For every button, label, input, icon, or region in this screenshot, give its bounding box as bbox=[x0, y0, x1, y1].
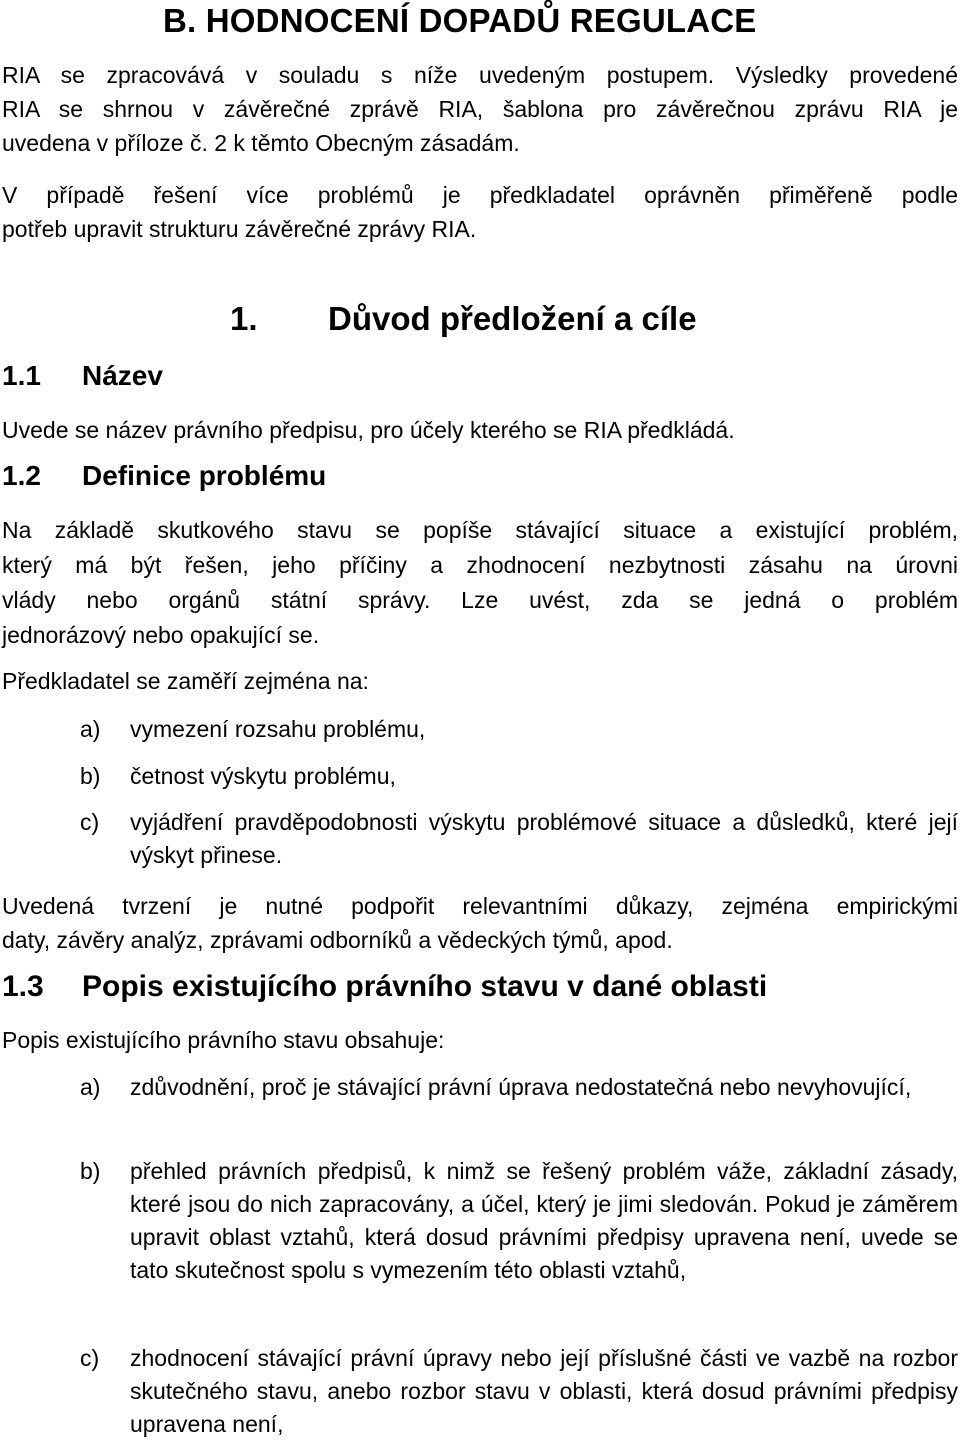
section-title: B. HODNOCENÍ DOPADŮ REGULACE bbox=[163, 2, 757, 39]
chapter-heading bbox=[230, 300, 697, 338]
paragraph-line: který má být řešen, jeho příčiny a zhodnocení nezbytnosti zásahu na úrovni bbox=[2, 552, 958, 578]
paragraph-line: vlády nebo orgánů státní správy. Lze uvést, zda se jedná o problém bbox=[2, 587, 958, 613]
paragraph-line: daty, závěry analýz, zprávami odborníků a vědeckých týmů, apod. bbox=[2, 927, 673, 953]
paragraph-line: Uvedená tvrzení je nutné podpořit relevantními důkazy, zejména empirickými bbox=[2, 893, 958, 919]
subsection-number: 1.1 bbox=[2, 360, 41, 391]
list-marker: b) bbox=[80, 1158, 101, 1184]
subsection-heading-1-1 bbox=[2, 360, 163, 392]
list-item-text: přehled právních předpisů, k nimž se řešený problém váže, základní zásady, které jsou do nich zapracovány, a účel, který je jimi sledován. Pokud je záměrem upravit oblast vztahů, která dosud právními předpisy upravena není, uvede se tato skutečnost spolu s vymezením této oblasti vztahů, bbox=[130, 1158, 958, 1283]
list-marker: c) bbox=[80, 809, 100, 835]
chapter-number: 1. bbox=[230, 300, 258, 337]
list-item-text: vyjádření pravděpodobnosti výskytu problémové situace a důsledků, které její výskyt přinese. bbox=[130, 809, 958, 868]
intro-line: potřeb upravit strukturu závěrečné zprávy RIA. bbox=[2, 216, 477, 242]
subsection-text: Uvede se název právního předpisu, pro účely kterého se RIA předkládá. bbox=[2, 417, 735, 443]
subsection-number: 1.3 bbox=[2, 970, 44, 1003]
intro-line: RIA se shrnou v závěrečné zprávě RIA, šablona pro závěrečnou zprávu RIA je bbox=[2, 96, 958, 122]
list-lead: Popis existujícího právního stavu obsahuje: bbox=[2, 1027, 445, 1053]
chapter-title: Důvod předložení a cíle bbox=[328, 300, 697, 337]
list-marker: a) bbox=[80, 1074, 101, 1100]
intro-line: V případě řešení více problémů je předkladatel oprávněn přiměřeně podle bbox=[2, 182, 958, 208]
list-marker: c) bbox=[80, 1345, 100, 1371]
list-item-text: vymezení rozsahu problému, bbox=[130, 716, 426, 742]
subsection-title: Popis existujícího právního stavu v dané oblasti bbox=[82, 970, 768, 1003]
list-item-text: četnost výskytu problému, bbox=[130, 763, 396, 789]
subsection-title: Název bbox=[82, 360, 163, 391]
subsection-title: Definice problému bbox=[82, 460, 327, 491]
paragraph-line: Na základě skutkového stavu se popíše stávající situace a existující problém, bbox=[2, 517, 958, 543]
subsection-heading-1-3 bbox=[2, 970, 767, 1004]
intro-line: uvedena v příloze č. 2 k těmto Obecným zásadám. bbox=[2, 130, 520, 156]
list-item-text: zdůvodnění, proč je stávající právní úprava nedostatečná nebo nevyhovující, bbox=[130, 1074, 912, 1100]
subsection-heading-1-2 bbox=[2, 460, 326, 492]
paragraph-line: jednorázový nebo opakující se. bbox=[2, 622, 320, 648]
list-marker: a) bbox=[80, 716, 101, 742]
list-marker: b) bbox=[80, 763, 101, 789]
list-item-text: zhodnocení stávající právní úpravy nebo její příslušné části ve vazbě na rozbor skutečného stavu, anebo rozbor stavu v oblasti, která dosud právními předpisy upravena není, bbox=[130, 1345, 958, 1437]
intro-line: RIA se zpracovává v souladu s níže uvedeným postupem. Výsledky provedené bbox=[2, 62, 958, 88]
list-lead: Předkladatel se zaměří zejména na: bbox=[2, 668, 369, 694]
subsection-number: 1.2 bbox=[2, 460, 41, 491]
